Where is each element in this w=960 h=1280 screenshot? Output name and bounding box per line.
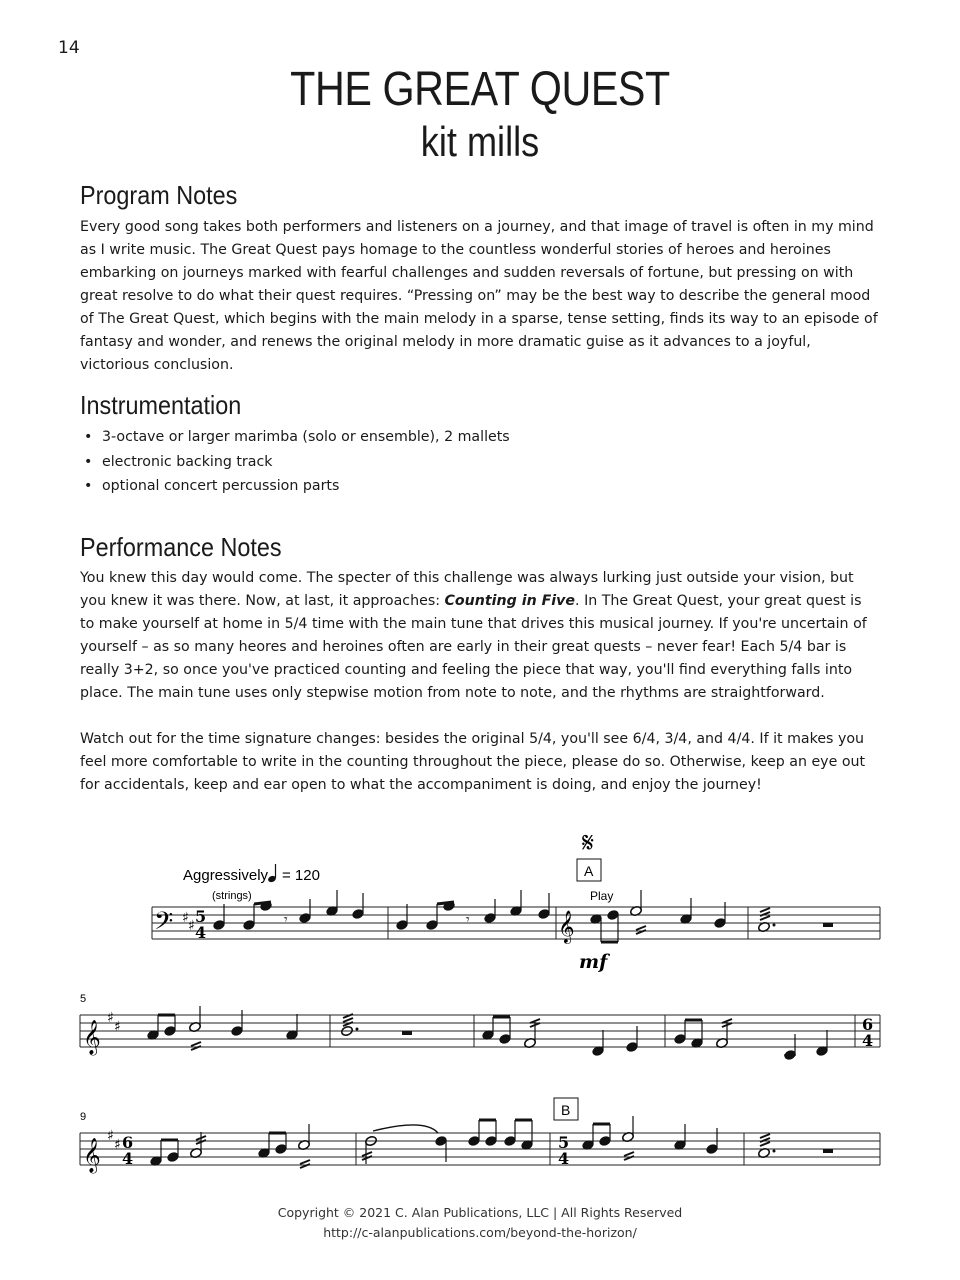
program-notes-heading: Program Notes: [80, 180, 238, 210]
publisher-url: http://c-alanpublications.com/beyond-the-horizon/: [323, 1225, 637, 1240]
copyright-line: Copyright © 2021 C. Alan Publications, LLC | All Rights Reserved: [277, 1205, 683, 1220]
key-signature-sharp-icon: ♯: [114, 1019, 121, 1035]
counting-in-five-ref: Counting in Five: [444, 593, 576, 609]
svg-text:𝄾: 𝄾: [466, 912, 470, 928]
performance-notes-paragraph-2: Watch out for the time signature changes: besides the original 5/4, you'll see 6/4, 3/4, and 4/4. If it makes you feel more comfortable to write in the counting throughout the piece, please do so. Otherwise, keep an eye out for accidentals, keep and ear open to what the accompaniment is doing, and enjoy the journey!: [80, 731, 866, 793]
svg-text:𝄾: 𝄾: [284, 912, 288, 928]
program-notes-part: pays homage to the countless wonderful stories of heroes and heroines embarking on journeys marked with fearful challenges and sudden reversals of fortune, but pressing on with great resolve to do what their quest requires. “Pressing on” may be the best way to describe the general mood of: [80, 242, 871, 327]
measures-9-12-notes: [150, 1116, 833, 1168]
performance-notes-title-ref: The Great Quest: [601, 593, 719, 609]
performance-notes-part: . In: [575, 593, 602, 609]
piece-title: THE GREAT QUEST: [290, 63, 670, 116]
dynamic-marking: mf: [579, 951, 608, 973]
measure-number-9: 9: [80, 1111, 87, 1123]
instrumentation-item: • electronic backing track: [84, 450, 510, 475]
program-notes-title-ref: The Great Quest: [98, 311, 215, 327]
key-signature-sharp-icon: ♯: [107, 1128, 114, 1144]
page-number: 14: [58, 38, 80, 58]
page-footer: [0, 1203, 960, 1243]
instrumentation-heading: Instrumentation: [80, 390, 242, 420]
treble-clef-icon: 𝄞: [83, 1020, 101, 1055]
segno-icon: 𝄋: [582, 826, 595, 859]
instrumentation-item: • 3-octave or larger marimba (solo or ensemble), 2 mallets: [84, 425, 510, 450]
time-signature-top: 6: [862, 1015, 874, 1034]
measure-2-notes: [396, 890, 550, 930]
strings-label: (strings): [212, 890, 252, 902]
key-signature-sharp-icon: ♯: [182, 910, 189, 926]
rehearsal-mark-a: A: [584, 863, 594, 879]
key-signature-sharp-icon: ♯: [107, 1010, 114, 1026]
play-label: Play: [590, 889, 614, 903]
time-signature-bottom: 4: [862, 1031, 874, 1050]
program-notes-title-ref: The Great Quest: [200, 242, 318, 258]
quarter-note-icon: [267, 864, 277, 883]
performance-notes-part: You knew this day would come. The specter of this challenge was always lurking just outside your vision, but you knew it was there. Now, at last, it approaches:: [80, 570, 854, 609]
treble-clef-icon: 𝄞: [83, 1138, 101, 1173]
composer-name: kit mills: [420, 118, 540, 165]
performance-notes-heading: Performance Notes: [80, 532, 282, 562]
key-signature-sharp-icon: ♯: [188, 918, 195, 934]
performance-notes-part: , your great quest is to make yourself at home in 5/4 time with the main tune that drives this musical journey. If you're uncertain of yourself – as so many heores and heroines often are early in their great quests – never fear! Each 5/4 bar is really 3+2, so once you've practiced counting and feeling the piece that way, you'll find everything falls into place. The main tune uses only stepwise motion from note to note, and the rhythms are straightforward.: [80, 593, 867, 701]
tempo-value: = 120: [282, 867, 320, 884]
tempo-marking: Aggressively: [183, 867, 269, 884]
time-signature-bottom: 4: [558, 1149, 570, 1168]
measures-5-8-notes: [147, 1006, 828, 1060]
rehearsal-mark-b: B: [561, 1102, 571, 1118]
measure-number-5: 5: [80, 993, 87, 1005]
bass-clef-icon: 𝄢: [154, 907, 174, 942]
measure-4-notes: [758, 908, 833, 933]
program-notes-part: Every good song takes both performers and listeners on a journey, and that image of travel is often in my mind as I write music.: [80, 219, 874, 258]
instrumentation-item: • optional concert percussion parts: [84, 474, 510, 499]
time-signature-bottom: 4: [122, 1149, 134, 1168]
time-signature-top: 5: [558, 1133, 570, 1152]
time-signature-top: 5: [195, 907, 207, 926]
treble-clef-icon: 𝄞: [558, 910, 575, 943]
time-signature-bottom: 4: [195, 923, 207, 942]
time-signature-top: 6: [122, 1133, 134, 1152]
key-signature-sharp-icon: ♯: [114, 1137, 121, 1153]
program-notes-part: , which begins with the main melody in a sparse, tense setting, finds its way to an episode of fantasy and wonder, and renews the original melody in more dramatic guise as it advances to a joyful, victorious conclusion.: [80, 311, 878, 373]
